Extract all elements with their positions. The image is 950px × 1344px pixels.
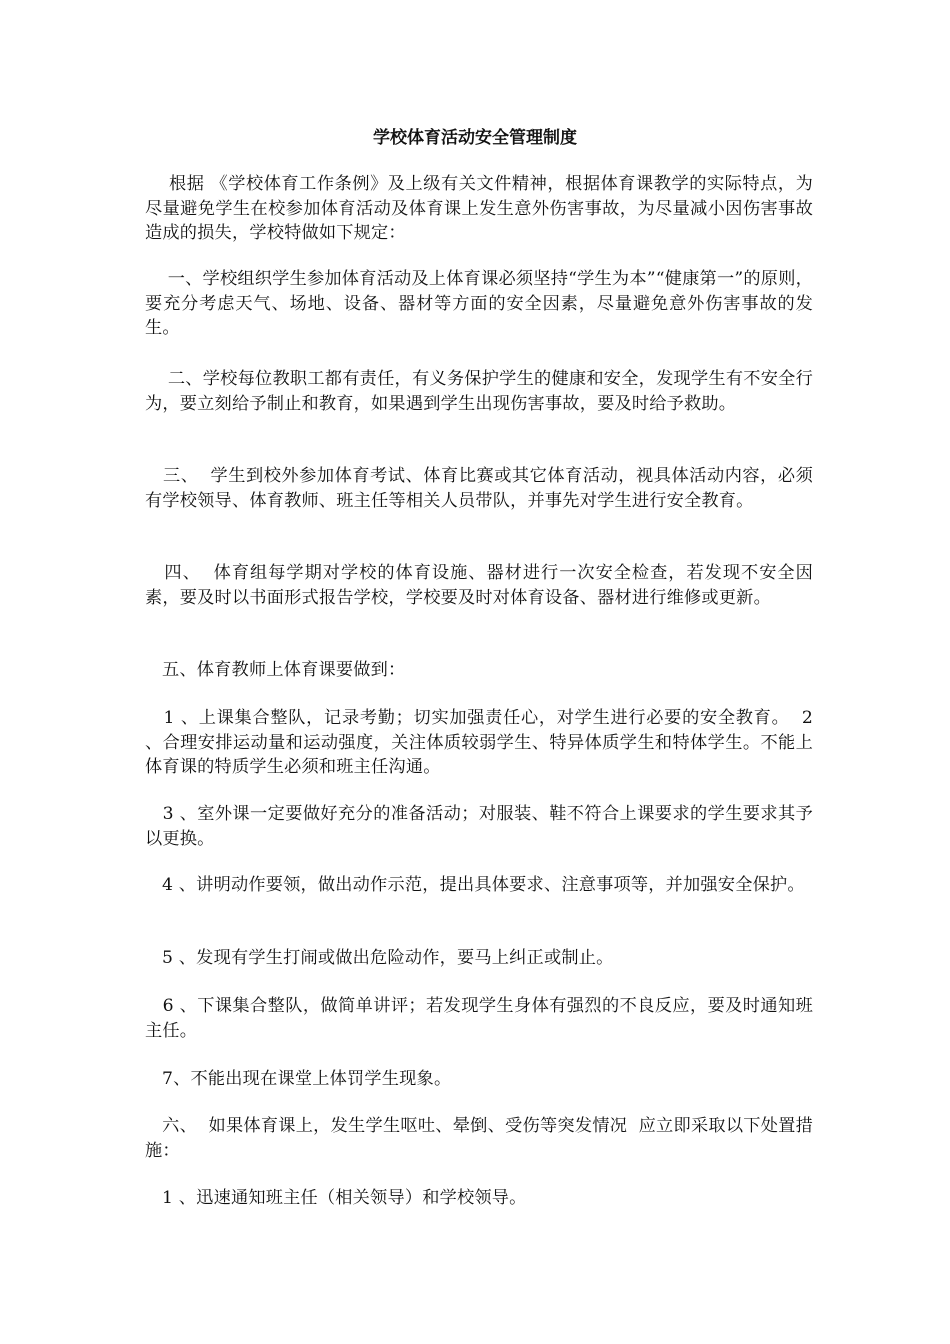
paragraph-item-6: 六、 如果体育课上，发生学生呕吐、晕倒、受伤等突发情况 应立即采取以下处置措施： — [145, 1116, 813, 1161]
paragraph-sub-1-2: 1 、上课集合整队，记录考勤；切实加强责任心，对学生进行必要的安全教育。 2 、合理安排运动量和运动强度，关注体质较弱学生、特异体质学生和特体学生。不能上体育课的特质学生必须和班主任沟通。 — [145, 708, 819, 777]
document-title: 学校体育活动安全管理制度 — [373, 128, 577, 148]
paragraph-sub-7: 7、不能出现在课堂上体罚学生现象。 — [145, 1069, 452, 1089]
paragraph-item-1: 一、学校组织学生参加体育活动及上体育课必须坚持“学生为本”“健康第一”的原则，要充分考虑天气、场地、设备、器材等方面的安全因素，尽量避免意外伤害事故的发生。 — [145, 269, 813, 338]
paragraph-item-4: 四、 体育组每学期对学校的体育设施、器材进行一次安全检查，若发现不安全因素，要及时以书面形式报告学校，学校要及时对体育设备、器材进行维修或更新。 — [145, 563, 813, 608]
paragraph-intro: 根据 《学校体育工作条例》及上级有关文件精神，根据体育课教学的实际特点，为尽量避免学生在校参加体育活动及体育课上发生意外伤害事故，为尽量减小因伤害事故造成的损失，学校特做如下规定： — [145, 174, 813, 243]
paragraph-sub-5: 5 、发现有学生打闹或做出危险动作，要马上纠正或制止。 — [145, 948, 614, 968]
paragraph-item-3: 三、 学生到校外参加体育考试、体育比赛或其它体育活动，视具体活动内容，必须有学校领导、体育教师、班主任等相关人员带队，并事先对学生进行安全教育。 — [145, 466, 814, 511]
paragraph-sub-4: 4 、讲明动作要领，做出动作示范，提出具体要求、注意事项等，并加强安全保护。 — [145, 875, 805, 895]
paragraph-item-5: 五、体育教师上体育课要做到： — [145, 660, 406, 680]
paragraph-sub-3: 3 、室外课一定要做好充分的准备活动；对服装、鞋不符合上课要求的学生要求其予以更换。 — [145, 804, 813, 849]
paragraph-item-2: 二、学校每位教职工都有责任，有义务保护学生的健康和安全，发现学生有不安全行为，要立刻给予制止和教育，如果遇到学生出现伤害事故，要及时给予救助。 — [145, 369, 814, 414]
paragraph-sub-6: 6 、下课集合整队，做简单讲评；若发现学生身体有强烈的不良反应，要及时通知班主任。 — [145, 996, 813, 1041]
paragraph-measure-1: 1 、迅速通知班主任（相关领导）和学校领导。 — [145, 1188, 527, 1208]
